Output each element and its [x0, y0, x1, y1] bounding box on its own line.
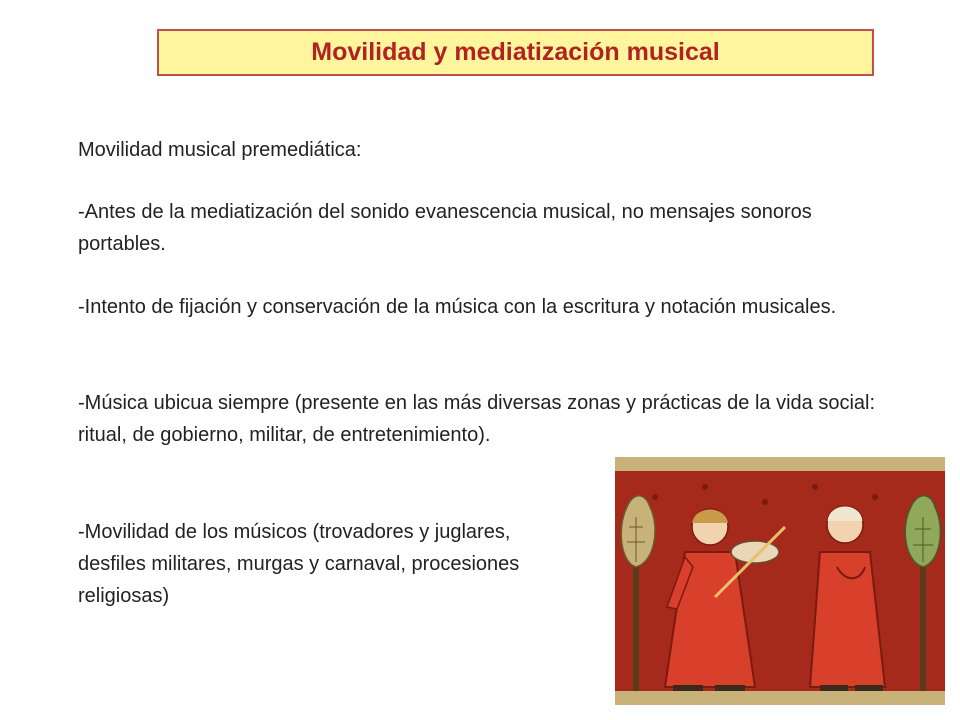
paragraph-3: -Música ubicua siempre (presente en las más diversas zonas y prácticas de la vida social: ritual, de gobierno, militar, de entretenimiento). [78, 392, 876, 446]
medieval-minstrels-illustration [615, 457, 945, 705]
bottom-border-band [615, 691, 945, 705]
illustration-svg [615, 457, 945, 705]
paragraph-4: -Movilidad de los músicos (trovadores y juglares, desfiles militares, murgas y carnaval, procesiones religiosas) [78, 521, 520, 607]
paragraph-1: -Antes de la mediatización del sonido evanescencia musical, no mensajes sonoros portables. [78, 201, 812, 255]
fiddle-icon [731, 541, 779, 563]
paragraph-2: -Intento de fijación y conservación de la música con la escritura y notación musicales. [78, 296, 837, 318]
top-border-band [615, 457, 945, 471]
slide-title: Movilidad y mediatización musical [311, 38, 720, 66]
title-box [157, 29, 874, 76]
illustration-background [615, 457, 945, 705]
section-heading: Movilidad musical premediática: [78, 139, 362, 161]
